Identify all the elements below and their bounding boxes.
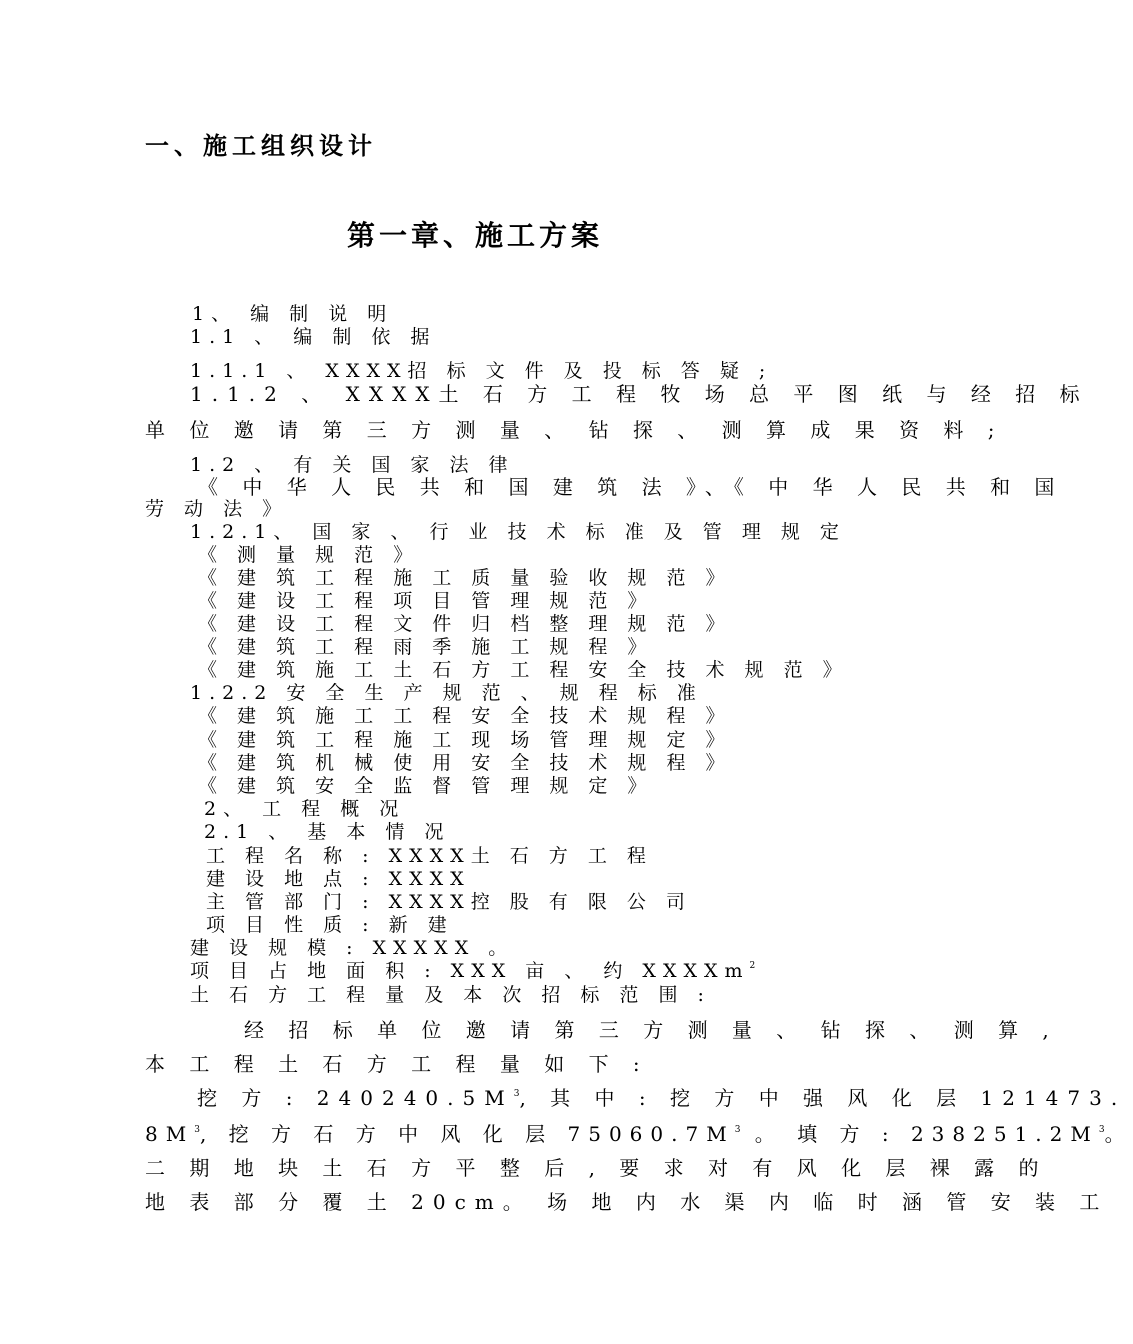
text-line: 1.1.1 、 XXXX招 标 文 件 及 投 标 答 疑 ; xyxy=(190,360,773,382)
superscript: 3 xyxy=(734,1125,741,1135)
section-heading: 一、施工组织设计 xyxy=(145,132,377,160)
text-line: 《 中 华 人 民 共 和 国 建 筑 法 》、《 中 华 人 民 共 和 国 xyxy=(198,475,1064,499)
text-run: 。 填 方 : 238251.2M xyxy=(740,1122,1099,1146)
text-line: 《 建 筑 工 程 施 工 质 量 验 收 规 范 》 xyxy=(198,567,732,589)
text-run: 。 xyxy=(1104,1122,1133,1146)
superscript: 2 xyxy=(749,961,756,971)
text-line: 二 期 地 块 土 石 方 平 整 后 , 要 求 对 有 风 化 层 裸 露 的 xyxy=(145,1156,1048,1180)
chapter-title: 第一章、施工方案 xyxy=(346,219,603,252)
text-line: 地 表 部 分 覆 土 20cm。 场 地 内 水 渠 内 临 时 涵 管 安 装 工 xyxy=(145,1190,1109,1214)
text-line: 工 程 名 称 : XXXX土 石 方 工 程 xyxy=(206,845,653,867)
text-line: 1.2 、 有 关 国 家 法 律 xyxy=(190,454,515,476)
superscript: 3 xyxy=(1098,1125,1105,1135)
text-line xyxy=(190,959,755,983)
text-line: 劳 动 法 》 xyxy=(145,498,289,520)
text-line: 建 设 地 点 : XXXX xyxy=(206,868,471,890)
text-line: 1.1.2 、 XXXX土 石 方 工 程 牧 场 总 平 图 纸 与 经 招 标 xyxy=(190,382,1089,406)
text-run: 8M xyxy=(145,1122,195,1146)
text-line: 《 建 筑 机 械 使 用 安 全 技 术 规 程 》 xyxy=(198,752,732,774)
superscript: 3 xyxy=(513,1089,520,1099)
text-line: 《 建 筑 工 程 施 工 现 场 管 理 规 定 》 xyxy=(198,729,732,751)
text-line: 主 管 部 门 : XXXX控 股 有 限 公 司 xyxy=(206,891,692,913)
text-run: , 其 中 : 挖 方 中 强 风 化 层 121473. xyxy=(519,1086,1127,1110)
text-line: 《 建 筑 施 工 土 石 方 工 程 安 全 技 术 规 范 》 xyxy=(198,659,849,681)
text-line xyxy=(145,1122,1133,1146)
text-run: , 挖 方 石 方 中 风 化 层 75060.7M xyxy=(199,1122,735,1146)
text-line: 经 招 标 单 位 邀 请 第 三 方 测 量 、 钻 探 、 测 算 , xyxy=(244,1018,1058,1042)
text-line: 1.2.1、 国 家 、 行 业 技 术 标 准 及 管 理 规 定 xyxy=(190,521,846,543)
text-line: 1.1 、 编 制 依 据 xyxy=(190,326,437,348)
text-line xyxy=(197,1086,1126,1110)
text-line: 《 建 筑 施 工 工 程 安 全 技 术 规 程 》 xyxy=(198,705,732,727)
text-run: 挖 方 : 240240.5M xyxy=(197,1086,514,1110)
text-line: 1、 编 制 说 明 xyxy=(192,303,394,325)
text-line: 单 位 邀 请 第 三 方 测 量 、 钻 探 、 测 算 成 果 资 料 ; xyxy=(145,418,1004,442)
text-line: 《 建 筑 工 程 雨 季 施 工 规 程 》 xyxy=(198,636,654,658)
text-line: 《 建 筑 安 全 监 督 管 理 规 定 》 xyxy=(198,775,654,797)
superscript: 3 xyxy=(194,1125,200,1135)
text-line: 建 设 规 模 : XXXXX 。 xyxy=(190,937,515,959)
text-line: 本 工 程 土 石 方 工 程 量 如 下 : xyxy=(145,1052,649,1076)
text-line: 土 石 方 工 程 量 及 本 次 招 标 范 围 : xyxy=(190,984,711,1006)
text-line: 《 建 设 工 程 文 件 归 档 整 理 规 范 》 xyxy=(198,613,732,635)
text-run: 项 目 占 地 面 积 : XXX 亩 、 约 XXXXm xyxy=(190,960,750,982)
text-line: 《 建 设 工 程 项 目 管 理 规 范 》 xyxy=(198,590,654,612)
text-line: 《 测 量 规 范 》 xyxy=(198,544,420,566)
text-line: 1.2.2 安 全 生 产 规 范 、 规 程 标 准 xyxy=(190,682,703,704)
text-line: 2、 工 程 概 况 xyxy=(204,798,406,820)
text-line: 2.1 、 基 本 情 况 xyxy=(204,821,451,843)
text-line: 项 目 性 质 : 新 建 xyxy=(206,914,454,936)
